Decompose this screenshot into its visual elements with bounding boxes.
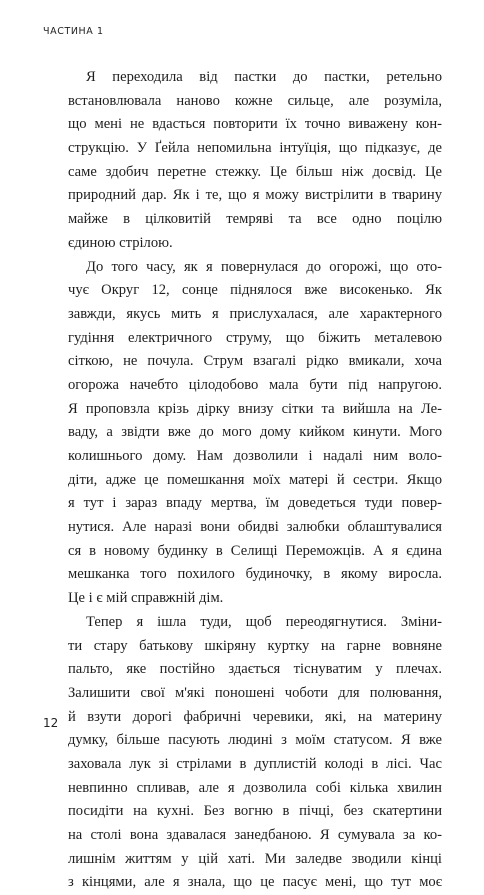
text-line: огорожа начебто цілодобово мала бути під напругою.	[68, 376, 442, 393]
paragraph	[68, 256, 442, 611]
text-line: думку, більше пасують людині з моїм статусом. Я вже	[68, 732, 442, 749]
text-line: ваду, а звідти вже до мого дому кийком кинути. Мого	[68, 424, 442, 441]
running-head: ЧАСТИНА 1	[43, 26, 104, 37]
text-line: й взути дорогі фабричні черевики, які, на материну	[68, 708, 442, 725]
page-number: 12	[43, 716, 59, 730]
text-line: ти стару батькову шкіряну куртку на гарне вовняне	[68, 637, 442, 654]
text-line: мешканка того похилого будиночку, в якому виросла.	[68, 566, 442, 583]
text-line: невпинно спливав, але я дозволила собі кілька хвилин	[68, 779, 442, 796]
text-line: нутися. Але наразі вони обидві залюбки облаштувалися	[68, 519, 442, 536]
text-line: що мені не вдасться повторити їх точно виважену кон-	[68, 116, 442, 133]
body-text	[68, 66, 442, 895]
text-line: саме здобич перетне стежку. Це більш ніж досвід. Це	[68, 163, 442, 180]
text-line: лишнім життям у цій хаті. Ми заледве зводили кінці	[68, 850, 442, 867]
text-line: встановлювала наново кожне сильце, але розуміла,	[68, 92, 442, 109]
text-line: Я проповзла крізь дірку внизу сітки та вийшла на Ле-	[68, 400, 442, 417]
text-line: чує Округ 12, сонце піднялося вже високенько. Як	[68, 282, 442, 299]
text-line: з кінцями, але я знала, що це пасує мені, що тут моє	[68, 874, 442, 891]
text-line: колишнього дому. Нам дозволили і надалі ним воло-	[68, 448, 442, 464]
text-line: діти, адже це помешкання моїх матері й сестри. Якщо	[68, 471, 442, 488]
text-line: пальто, яке постійно здається тіснуватим у плечах.	[68, 661, 442, 678]
text-line: заховала лук зі стрілами в дуплистій колоді в лісі. Час	[68, 755, 442, 772]
text-line: на столі вона здавалася занедбаною. Я сумувала за ко-	[68, 827, 442, 843]
text-line: єдиною стрілою.	[68, 234, 173, 251]
text-line: природний дар. Як і те, що я можу вистрілити в тварину	[68, 187, 442, 204]
text-line: Я переходила від пастки до пастки, ретельно	[86, 69, 442, 85]
text-line: До того часу, як я повернулася до огорожі, що ото-	[86, 258, 442, 275]
text-line: майже в цілковитій темряві та все одно поцілю	[68, 211, 442, 228]
text-line: посидіти на кухні. Без вогню в пічці, без скатертини	[68, 803, 442, 820]
text-line: Тепер я ішла туди, щоб переодягнутися. Зміни-	[86, 613, 442, 630]
paragraph	[68, 611, 442, 895]
text-line: я тут і зараз впаду мертва, їм доведеться туди повер-	[68, 495, 442, 512]
text-line: гудіння електричного струму, що біжить металевою	[68, 329, 442, 346]
text-line: сіткою, не почула. Струм взагалі рідко вмикали, хоча	[68, 353, 442, 370]
text-line: ся в новому будинку в Селищі Переможців. А я єдина	[68, 542, 442, 559]
text-line: Залишити свої м'які поношені чоботи для полювання,	[68, 684, 442, 701]
text-line: Це і є мій справжній дім.	[68, 590, 224, 607]
text-line: завжди, якусь мить я прислухалася, але характерного	[68, 305, 442, 322]
text-line: струкцію. У Ґейла непомильна інтуїція, що підказує, де	[68, 140, 442, 157]
paragraph	[68, 66, 442, 256]
